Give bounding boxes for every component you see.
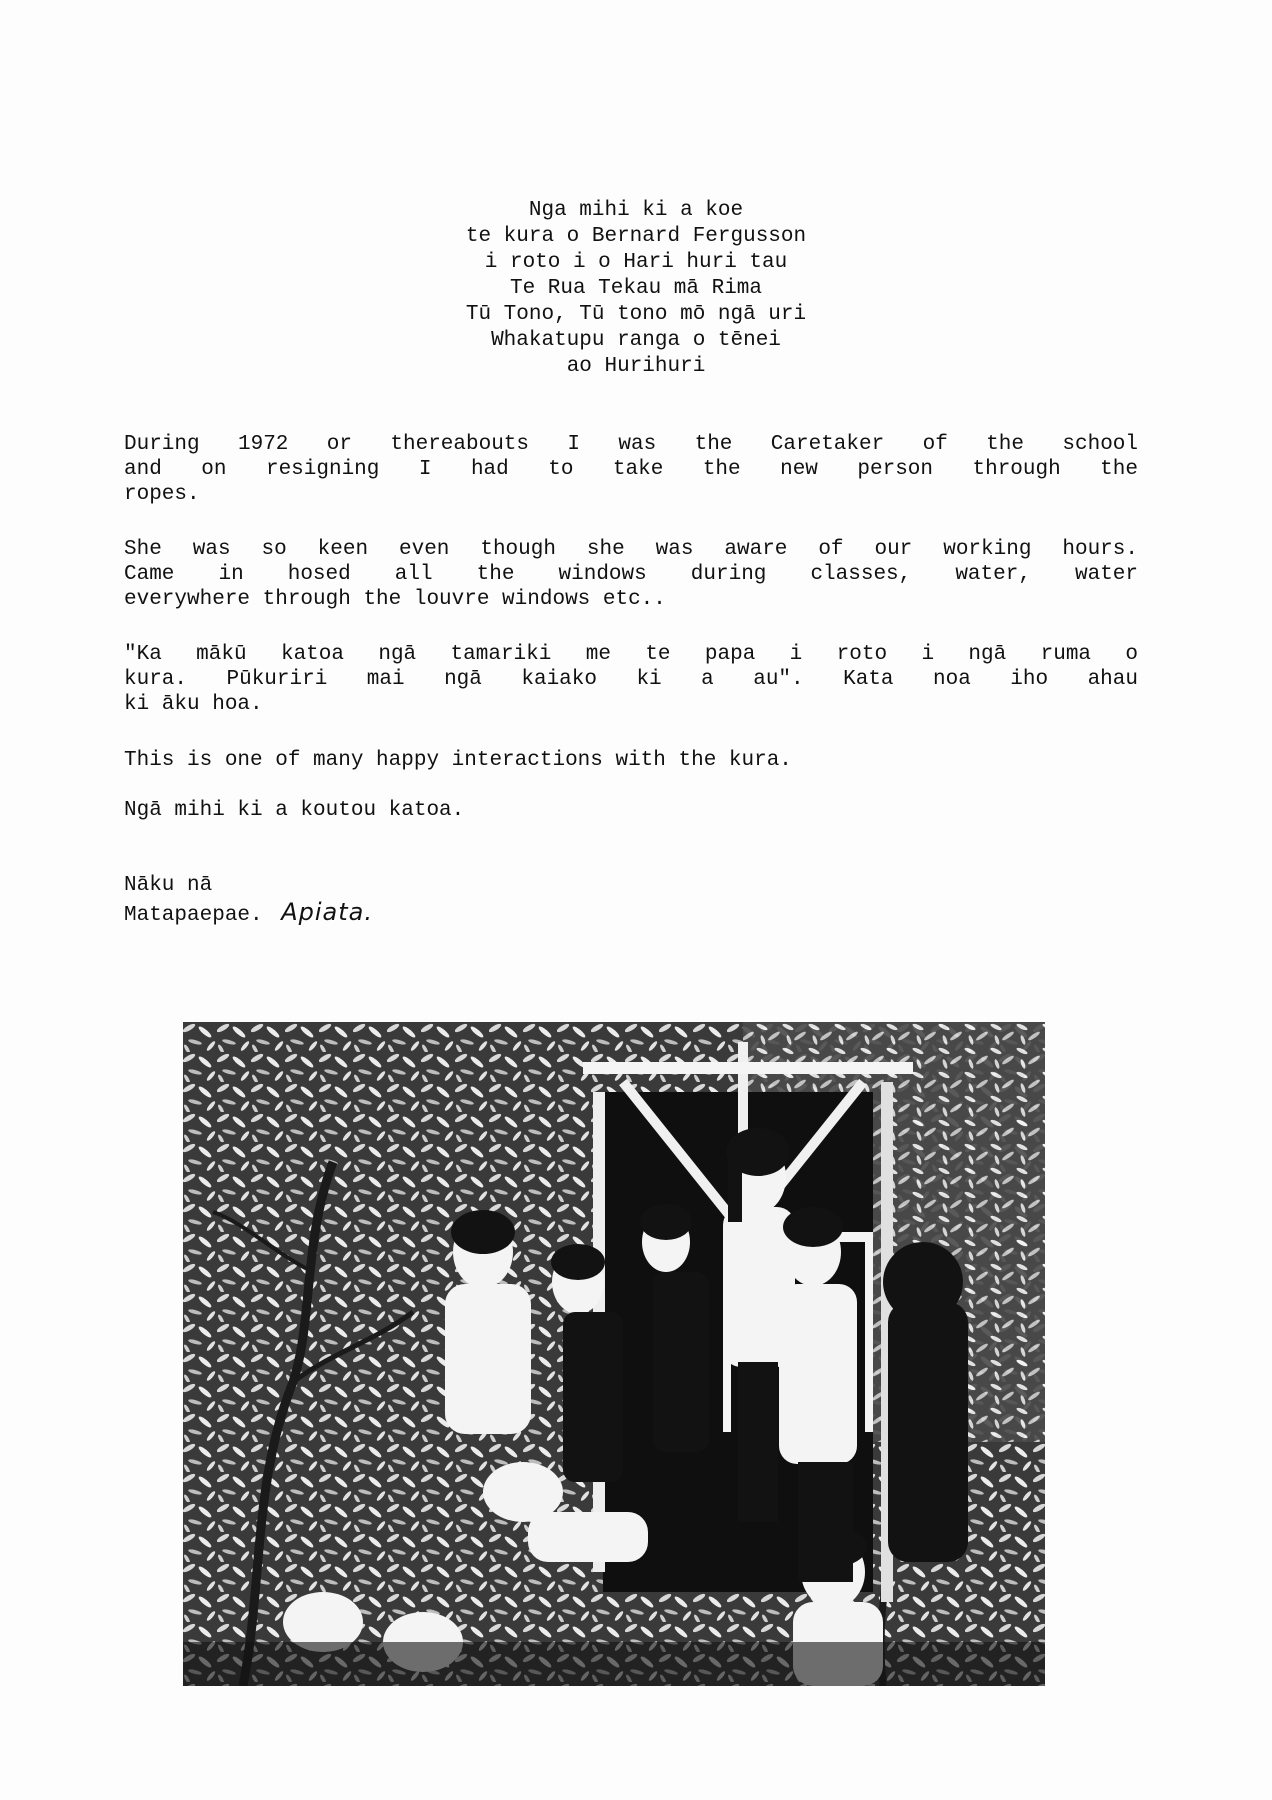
handwritten-signature: Apiata. (281, 898, 374, 926)
paragraph-line: During 1972 or thereabouts I was the Caretaker of the school (124, 433, 1138, 456)
poem-line: Nga mihi ki a koe (528, 199, 744, 222)
poem-heading (0, 198, 1272, 380)
paragraph-line: This is one of many happy interactions with the kura. (124, 749, 792, 772)
poem-line: Whakatupu ranga o tēnei (491, 329, 781, 352)
paragraph-line: ki āku hoa. (124, 693, 263, 716)
photo-illustration (183, 1022, 1045, 1686)
paragraph-line: "Ka mākū katoa ngā tamariki me te papa i roto i ngā ruma o (124, 643, 1138, 666)
paragraph-line: everywhere through the louvre windows etc.. (124, 588, 666, 611)
paragraph-line: and on resigning I had to take the new person through the (124, 458, 1138, 481)
poem-line: te kura o Bernard Fergusson (465, 225, 807, 248)
paragraph-quote (124, 642, 1138, 717)
signoff-name: Matapaepae. (124, 904, 263, 927)
signoff-name-line (124, 899, 373, 929)
paragraph-line: She was so keen even though she was aware of our working hours. (124, 538, 1138, 561)
paragraph-line: ropes. (124, 483, 200, 506)
paragraph-caretaker (124, 432, 1138, 507)
paragraph-line: Ngā mihi ki a koutou katoa. (124, 799, 465, 822)
poem-line: ao Hurihuri (566, 355, 706, 378)
poem-line: Te Rua Tekau mā Rima (509, 277, 763, 300)
poem-line: Tū Tono, Tū tono mō ngā uri (465, 303, 807, 326)
paragraph-line: Came in hosed all the windows during classes, water, water (124, 563, 1138, 586)
paragraph-happy (124, 748, 1138, 773)
signoff (124, 872, 373, 929)
signoff-line: Nāku nā (124, 874, 213, 897)
paragraph-thanks (124, 798, 1138, 823)
paragraph-line: kura. Pūkuriri mai ngā kaiako ki a au". Kata noa iho ahau (124, 668, 1138, 691)
poem-line: i roto i o Hari huri tau (484, 251, 788, 274)
group-photo (183, 1022, 1045, 1686)
paragraph-keen (124, 537, 1138, 612)
